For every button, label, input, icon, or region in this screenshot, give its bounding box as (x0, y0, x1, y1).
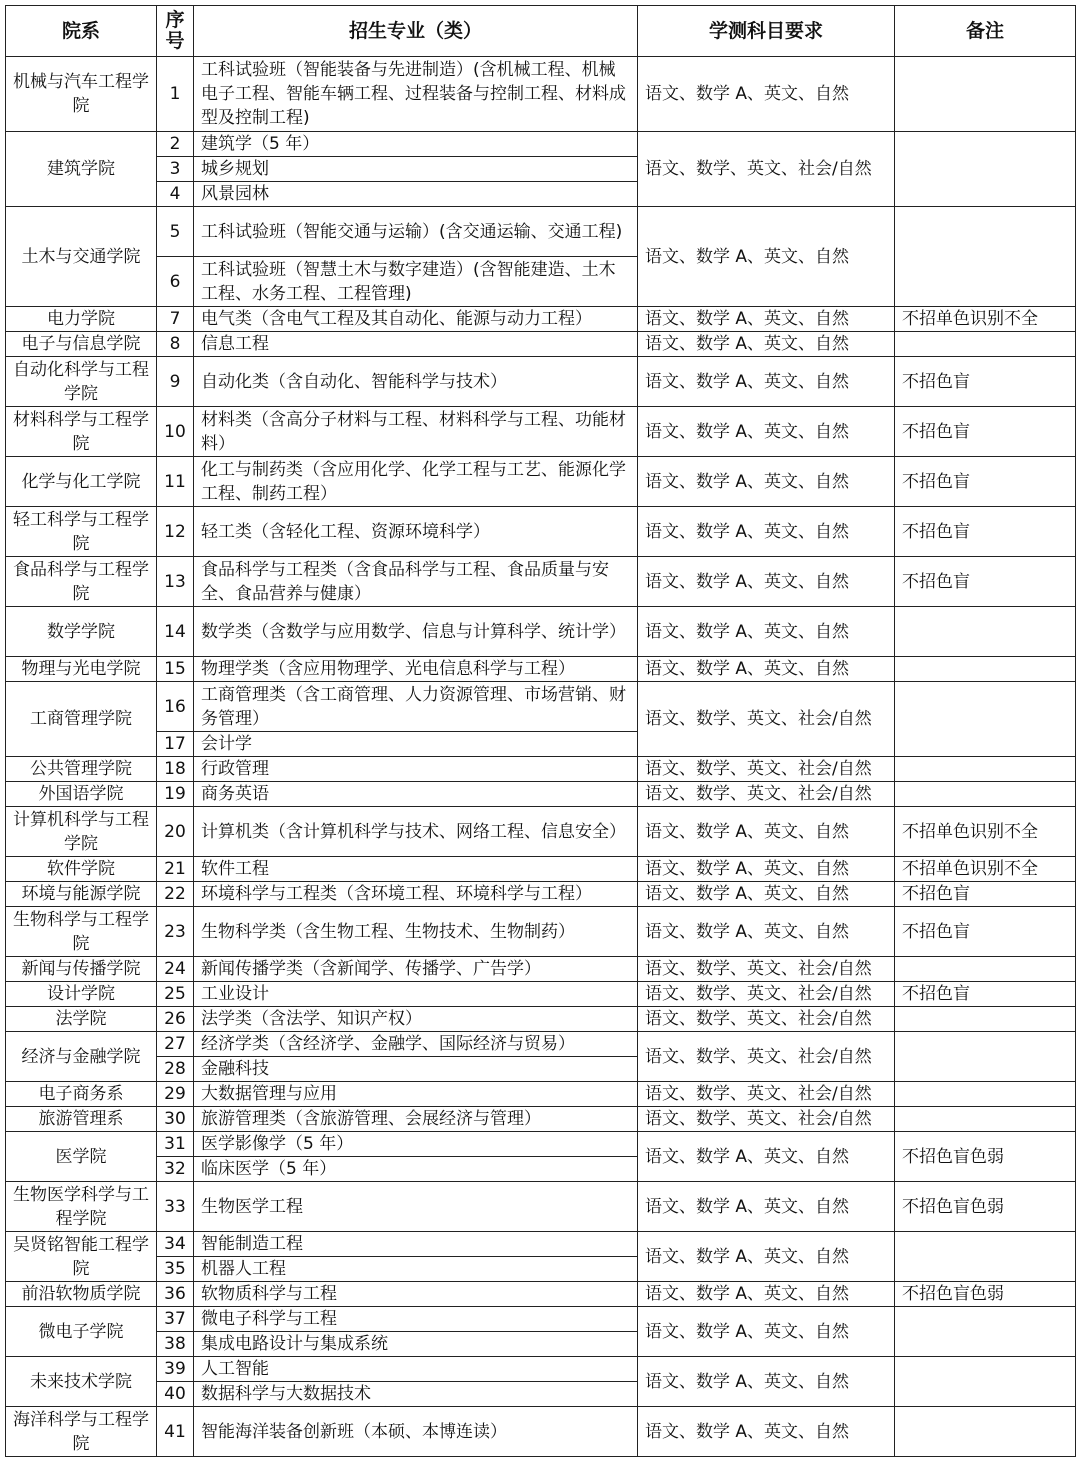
college-cell: 环境与能源学院 (6, 882, 157, 907)
subjects-cell: 语文、数学、英文、社会/自然 (638, 1032, 895, 1082)
table-row (6, 982, 1076, 1007)
subjects-cell: 语文、数学 A、英文、自然 (638, 307, 895, 332)
seq-cell: 20 (157, 807, 194, 857)
table-row (6, 357, 1076, 407)
college-cell: 电子与信息学院 (6, 332, 157, 357)
note-cell: 不招色盲 (895, 407, 1076, 457)
table-row (6, 882, 1076, 907)
table-row (6, 1132, 1076, 1157)
subjects-cell: 语文、数学 A、英文、自然 (638, 857, 895, 882)
seq-cell: 12 (157, 507, 194, 557)
note-cell (895, 1082, 1076, 1107)
major-cell: 工科试验班（智能交通与运输）(含交通运输、交通工程) (194, 207, 638, 257)
college-cell: 生物科学与工程学院 (6, 907, 157, 957)
subjects-cell: 语文、数学 A、英文、自然 (638, 557, 895, 607)
college-cell: 机械与汽车工程学院 (6, 57, 157, 132)
subjects-cell: 语文、数学 A、英文、自然 (638, 1282, 895, 1307)
note-cell: 不招色盲 (895, 507, 1076, 557)
header-major: 招生专业（类） (194, 6, 638, 57)
note-cell (895, 332, 1076, 357)
subjects-cell: 语文、数学、英文、社会/自然 (638, 1107, 895, 1132)
header-row (6, 6, 1076, 57)
seq-cell: 18 (157, 757, 194, 782)
seq-cell: 21 (157, 857, 194, 882)
note-cell (895, 682, 1076, 757)
seq-cell: 10 (157, 407, 194, 457)
note-cell (895, 957, 1076, 982)
seq-cell: 26 (157, 1007, 194, 1032)
college-cell: 自动化科学与工程学院 (6, 357, 157, 407)
table-row (6, 57, 1076, 132)
seq-cell: 30 (157, 1107, 194, 1132)
seq-cell: 17 (157, 732, 194, 757)
seq-cell: 28 (157, 1057, 194, 1082)
note-cell: 不招色盲 (895, 357, 1076, 407)
note-cell (895, 757, 1076, 782)
seq-cell: 8 (157, 332, 194, 357)
header-note: 备注 (895, 6, 1076, 57)
note-cell (895, 1407, 1076, 1457)
seq-cell: 34 (157, 1232, 194, 1257)
header-college: 院系 (6, 6, 157, 57)
subjects-cell: 语文、数学 A、英文、自然 (638, 1307, 895, 1357)
subjects-cell: 语文、数学、英文、社会/自然 (638, 982, 895, 1007)
subjects-cell: 语文、数学、英文、社会/自然 (638, 1082, 895, 1107)
seq-cell: 40 (157, 1382, 194, 1407)
admission-table (5, 5, 1076, 1457)
seq-cell: 41 (157, 1407, 194, 1457)
major-cell: 集成电路设计与集成系统 (194, 1332, 638, 1357)
major-cell: 生物科学类（含生物工程、生物技术、生物制药） (194, 907, 638, 957)
major-cell: 智能制造工程 (194, 1232, 638, 1257)
major-cell: 机器人工程 (194, 1257, 638, 1282)
college-cell: 食品科学与工程学院 (6, 557, 157, 607)
major-cell: 软物质科学与工程 (194, 1282, 638, 1307)
table-row (6, 807, 1076, 857)
subjects-cell: 语文、数学 A、英文、自然 (638, 207, 895, 307)
subjects-cell: 语文、数学、英文、社会/自然 (638, 757, 895, 782)
subjects-cell: 语文、数学 A、英文、自然 (638, 607, 895, 657)
college-cell: 软件学院 (6, 857, 157, 882)
note-cell: 不招色盲 (895, 557, 1076, 607)
major-cell: 医学影像学（5 年） (194, 1132, 638, 1157)
note-cell: 不招色盲 (895, 982, 1076, 1007)
table-row (6, 1357, 1076, 1382)
note-cell (895, 1107, 1076, 1132)
table-row (6, 1232, 1076, 1257)
major-cell: 环境科学与工程类（含环境工程、环境科学与工程） (194, 882, 638, 907)
college-cell: 建筑学院 (6, 132, 157, 207)
college-cell: 前沿软物质学院 (6, 1282, 157, 1307)
college-cell: 轻工科学与工程学院 (6, 507, 157, 557)
seq-cell: 29 (157, 1082, 194, 1107)
college-cell: 微电子学院 (6, 1307, 157, 1357)
note-cell (895, 1307, 1076, 1357)
major-cell: 自动化类（含自动化、智能科学与技术） (194, 357, 638, 407)
major-cell: 建筑学（5 年） (194, 132, 638, 157)
seq-cell: 14 (157, 607, 194, 657)
college-cell: 土木与交通学院 (6, 207, 157, 307)
table-row (6, 1407, 1076, 1457)
college-cell: 旅游管理系 (6, 1107, 157, 1132)
college-cell: 海洋科学与工程学院 (6, 1407, 157, 1457)
seq-cell: 5 (157, 207, 194, 257)
note-cell: 不招单色识别不全 (895, 857, 1076, 882)
seq-cell: 4 (157, 182, 194, 207)
subjects-cell: 语文、数学 A、英文、自然 (638, 1232, 895, 1282)
major-cell: 法学类（含法学、知识产权） (194, 1007, 638, 1032)
note-cell: 不招单色识别不全 (895, 307, 1076, 332)
major-cell: 会计学 (194, 732, 638, 757)
college-cell: 电力学院 (6, 307, 157, 332)
subjects-cell: 语文、数学 A、英文、自然 (638, 1132, 895, 1182)
subjects-cell: 语文、数学 A、英文、自然 (638, 807, 895, 857)
seq-cell: 22 (157, 882, 194, 907)
major-cell: 人工智能 (194, 1357, 638, 1382)
subjects-cell: 语文、数学、英文、社会/自然 (638, 782, 895, 807)
subjects-cell: 语文、数学 A、英文、自然 (638, 357, 895, 407)
table-row (6, 1007, 1076, 1032)
table-row (6, 1182, 1076, 1232)
note-cell: 不招色盲色弱 (895, 1282, 1076, 1307)
table-row (6, 132, 1076, 157)
major-cell: 轻工类（含轻化工程、资源环境科学） (194, 507, 638, 557)
note-cell: 不招色盲 (895, 882, 1076, 907)
seq-cell: 36 (157, 1282, 194, 1307)
college-cell: 经济与金融学院 (6, 1032, 157, 1082)
subjects-cell: 语文、数学、英文、社会/自然 (638, 1007, 895, 1032)
note-cell: 不招色盲色弱 (895, 1132, 1076, 1182)
note-cell (895, 782, 1076, 807)
major-cell: 金融科技 (194, 1057, 638, 1082)
subjects-cell: 语文、数学 A、英文、自然 (638, 1357, 895, 1407)
college-cell: 法学院 (6, 1007, 157, 1032)
subjects-cell: 语文、数学 A、英文、自然 (638, 907, 895, 957)
subjects-cell: 语文、数学 A、英文、自然 (638, 882, 895, 907)
table-row (6, 207, 1076, 257)
header-subjects: 学测科目要求 (638, 6, 895, 57)
seq-cell: 25 (157, 982, 194, 1007)
major-cell: 行政管理 (194, 757, 638, 782)
major-cell: 工科试验班（智能装备与先进制造）(含机械工程、机械电子工程、智能车辆工程、过程装备与控制工程、材料成型及控制工程) (194, 57, 638, 132)
subjects-cell: 语文、数学 A、英文、自然 (638, 1407, 895, 1457)
note-cell (895, 1032, 1076, 1082)
note-cell (895, 657, 1076, 682)
seq-cell: 37 (157, 1307, 194, 1332)
table-row (6, 1282, 1076, 1307)
subjects-cell: 语文、数学 A、英文、自然 (638, 407, 895, 457)
note-cell (895, 57, 1076, 132)
seq-cell: 24 (157, 957, 194, 982)
seq-cell: 33 (157, 1182, 194, 1232)
major-cell: 生物医学工程 (194, 1182, 638, 1232)
subjects-cell: 语文、数学 A、英文、自然 (638, 57, 895, 132)
table-row (6, 782, 1076, 807)
table-row (6, 332, 1076, 357)
subjects-cell: 语文、数学 A、英文、自然 (638, 1182, 895, 1232)
table-row (6, 1082, 1076, 1107)
note-cell: 不招色盲 (895, 907, 1076, 957)
major-cell: 电气类（含电气工程及其自动化、能源与动力工程） (194, 307, 638, 332)
major-cell: 工业设计 (194, 982, 638, 1007)
major-cell: 数学类（含数学与应用数学、信息与计算科学、统计学） (194, 607, 638, 657)
college-cell: 新闻与传播学院 (6, 957, 157, 982)
major-cell: 数据科学与大数据技术 (194, 1382, 638, 1407)
college-cell: 医学院 (6, 1132, 157, 1182)
seq-cell: 27 (157, 1032, 194, 1057)
note-cell (895, 132, 1076, 207)
seq-cell: 11 (157, 457, 194, 507)
college-cell: 化学与化工学院 (6, 457, 157, 507)
college-cell: 工商管理学院 (6, 682, 157, 757)
major-cell: 工科试验班（智慧土木与数字建造）(含智能建造、土木工程、水务工程、工程管理) (194, 257, 638, 307)
table-row (6, 407, 1076, 457)
college-cell: 生物医学科学与工程学院 (6, 1182, 157, 1232)
table-row (6, 457, 1076, 507)
major-cell: 临床医学（5 年） (194, 1157, 638, 1182)
note-cell (895, 207, 1076, 307)
seq-cell: 15 (157, 657, 194, 682)
table-row (6, 757, 1076, 782)
header-seq (157, 6, 194, 57)
major-cell: 大数据管理与应用 (194, 1082, 638, 1107)
note-cell (895, 1357, 1076, 1407)
college-cell: 设计学院 (6, 982, 157, 1007)
major-cell: 工商管理类（含工商管理、人力资源管理、市场营销、财务管理） (194, 682, 638, 732)
college-cell: 材料科学与工程学院 (6, 407, 157, 457)
college-cell: 计算机科学与工程学院 (6, 807, 157, 857)
note-cell: 不招色盲色弱 (895, 1182, 1076, 1232)
major-cell: 新闻传播学类（含新闻学、传播学、广告学） (194, 957, 638, 982)
major-cell: 城乡规划 (194, 157, 638, 182)
note-cell (895, 607, 1076, 657)
seq-cell: 19 (157, 782, 194, 807)
college-cell: 吴贤铭智能工程学院 (6, 1232, 157, 1282)
seq-cell: 2 (157, 132, 194, 157)
seq-cell: 35 (157, 1257, 194, 1282)
seq-cell: 1 (157, 57, 194, 132)
note-cell (895, 1232, 1076, 1282)
subjects-cell: 语文、数学 A、英文、自然 (638, 657, 895, 682)
major-cell: 软件工程 (194, 857, 638, 882)
seq-cell: 7 (157, 307, 194, 332)
table-row (6, 657, 1076, 682)
table-row (6, 1032, 1076, 1057)
table-row (6, 682, 1076, 732)
major-cell: 物理学类（含应用物理学、光电信息科学与工程） (194, 657, 638, 682)
subjects-cell: 语文、数学、英文、社会/自然 (638, 682, 895, 757)
major-cell: 经济学类（含经济学、金融学、国际经济与贸易） (194, 1032, 638, 1057)
subjects-cell: 语文、数学 A、英文、自然 (638, 332, 895, 357)
seq-cell: 23 (157, 907, 194, 957)
table-row (6, 1107, 1076, 1132)
subjects-cell: 语文、数学 A、英文、自然 (638, 507, 895, 557)
major-cell: 食品科学与工程类（含食品科学与工程、食品质量与安全、食品营养与健康） (194, 557, 638, 607)
note-cell: 不招单色识别不全 (895, 807, 1076, 857)
college-cell: 数学学院 (6, 607, 157, 657)
table-row (6, 557, 1076, 607)
seq-cell: 38 (157, 1332, 194, 1357)
major-cell: 信息工程 (194, 332, 638, 357)
seq-cell: 16 (157, 682, 194, 732)
seq-cell: 31 (157, 1132, 194, 1157)
major-cell: 计算机类（含计算机科学与技术、网络工程、信息安全） (194, 807, 638, 857)
major-cell: 微电子科学与工程 (194, 1307, 638, 1332)
college-cell: 电子商务系 (6, 1082, 157, 1107)
table-body (6, 57, 1076, 1457)
table-row (6, 857, 1076, 882)
subjects-cell: 语文、数学、英文、社会/自然 (638, 132, 895, 207)
seq-cell: 3 (157, 157, 194, 182)
college-cell: 未来技术学院 (6, 1357, 157, 1407)
table-row (6, 307, 1076, 332)
table-row (6, 957, 1076, 982)
table-row (6, 507, 1076, 557)
seq-cell: 13 (157, 557, 194, 607)
college-cell: 公共管理学院 (6, 757, 157, 782)
note-cell (895, 1007, 1076, 1032)
subjects-cell: 语文、数学 A、英文、自然 (638, 457, 895, 507)
major-cell: 化工与制药类（含应用化学、化学工程与工艺、能源化学工程、制药工程） (194, 457, 638, 507)
college-cell: 物理与光电学院 (6, 657, 157, 682)
seq-cell: 6 (157, 257, 194, 307)
major-cell: 旅游管理类（含旅游管理、会展经济与管理） (194, 1107, 638, 1132)
table-row (6, 907, 1076, 957)
table-row (6, 607, 1076, 657)
header-seq-text: 序号 (165, 9, 185, 52)
note-cell: 不招色盲 (895, 457, 1076, 507)
major-cell: 材料类（含高分子材料与工程、材料科学与工程、功能材料） (194, 407, 638, 457)
seq-cell: 9 (157, 357, 194, 407)
major-cell: 风景园林 (194, 182, 638, 207)
major-cell: 智能海洋装备创新班（本硕、本博连读） (194, 1407, 638, 1457)
table-row (6, 1307, 1076, 1332)
major-cell: 商务英语 (194, 782, 638, 807)
college-cell: 外国语学院 (6, 782, 157, 807)
seq-cell: 32 (157, 1157, 194, 1182)
seq-cell: 39 (157, 1357, 194, 1382)
subjects-cell: 语文、数学、英文、社会/自然 (638, 957, 895, 982)
